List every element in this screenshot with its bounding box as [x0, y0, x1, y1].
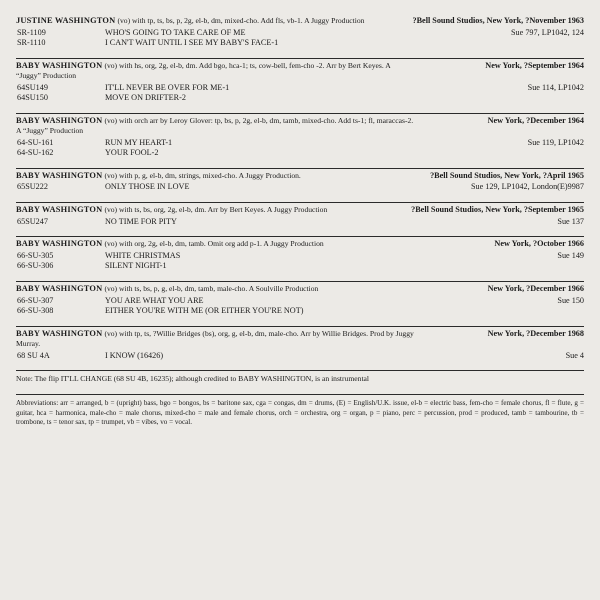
- matrix-number: 64-SU-162: [17, 148, 54, 158]
- table-row: [16, 251, 584, 262]
- session-header: [16, 281, 584, 295]
- track-title: WHO'S GOING TO TAKE CARE OF ME: [105, 27, 246, 37]
- matrix-number: 66-SU-305: [17, 250, 54, 260]
- flip-side-note: Note: The flip IT'LL CHANGE (68 SU 4B, 16235); although credited to BABY WASHINGTON, is an instrumental: [16, 370, 584, 384]
- issue-number: [434, 261, 584, 272]
- artist-name: BABY WASHINGTON: [16, 239, 103, 249]
- table-row: [16, 217, 584, 228]
- artist-credit: [16, 329, 416, 350]
- session-header: [16, 236, 584, 250]
- matrix-number: 64-SU-161: [17, 137, 54, 147]
- issue-number: Sue 797, LP1042, 124: [510, 27, 584, 37]
- issue-number: [434, 148, 584, 159]
- issue-number: Sue 4: [565, 350, 584, 360]
- session-header: [16, 168, 584, 182]
- session-personnel: (vo) with ts, bs, p, g, el-b, dm, tamb, male-cho. A Soulville Production: [104, 284, 319, 294]
- session-entry: [16, 326, 584, 361]
- session-location-date: ?Bell Sound Studios, New York, ?September 1965: [411, 205, 584, 215]
- matrix-number: 66-SU-308: [17, 306, 54, 316]
- track-table: [16, 251, 584, 272]
- artist-name: BABY WASHINGTON: [16, 60, 103, 70]
- matrix-number: SR-1109: [17, 27, 46, 37]
- table-row: [16, 296, 584, 307]
- track-title: MOVE ON DRIFTER-2: [105, 93, 186, 103]
- artist-credit: [16, 116, 416, 137]
- matrix-number: SR-1110: [17, 38, 46, 48]
- session-personnel: (vo) with orch arr by Leroy Glover: tp, bs, p, 2g, el-b, dm, tamb, mixed-cho. Add ts-1; fl, maraccas-2. A “Juggy” Production: [16, 115, 414, 136]
- table-row: [16, 28, 584, 39]
- issue-number: Sue 129, LP1042, London(E)9987: [470, 182, 584, 192]
- session-personnel: (vo) with hs, org, 2g, el-b, dm. Add bgo, hca-1; ts, cow-bell, fem-cho -2. Arr by Bert Keyes. A “Juggy” Production: [16, 60, 391, 81]
- issue-number: [434, 306, 584, 317]
- table-row: [16, 306, 584, 317]
- session-header: [16, 58, 584, 82]
- matrix-number: 66-SU-307: [17, 295, 54, 305]
- session-personnel: (vo) with ts, bs, org, 2g, el-b, dm. Arr by Bert Keyes. A Juggy Production: [104, 205, 328, 215]
- session-entry: [16, 202, 584, 227]
- table-row: [16, 261, 584, 272]
- table-row: [16, 351, 584, 362]
- session-header: [16, 14, 584, 27]
- artist-credit: [16, 16, 364, 27]
- issue-number: Sue 137: [557, 216, 584, 226]
- session-personnel: (vo) with tp, ts, bs, p, 2g, el-b, dm, mixed-cho. Add fls, vb-1. A Juggy Production: [117, 16, 365, 25]
- issue-number: Sue 119, LP1042: [527, 137, 584, 147]
- issue-number: Sue 114, LP1042: [527, 82, 584, 92]
- issue-number: Sue 150: [557, 295, 584, 305]
- session-entry: [16, 58, 584, 104]
- artist-name: BABY WASHINGTON: [16, 170, 103, 180]
- table-row: [16, 83, 584, 94]
- session-entry: [16, 168, 584, 193]
- track-title: YOUR FOOL-2: [105, 148, 159, 158]
- table-row: [16, 182, 584, 193]
- track-table: [16, 28, 584, 49]
- issue-number: [434, 38, 584, 49]
- track-title: SILENT NIGHT-1: [105, 261, 167, 271]
- track-title: ONLY THOSE IN LOVE: [105, 182, 190, 192]
- artist-credit: [16, 205, 327, 216]
- session-location-date: ?Bell Sound Studios, New York, ?April 1965: [430, 170, 584, 180]
- matrix-number: 64SU150: [17, 93, 48, 103]
- matrix-number: 65SU247: [17, 216, 48, 226]
- track-title: RUN MY HEART-1: [105, 137, 173, 147]
- session-personnel: (vo) with org, 2g, el-b, dm, tamb. Omit org add p-1. A Juggy Production: [104, 239, 324, 249]
- track-table: [16, 351, 584, 362]
- track-title: WHITE CHRISTMAS: [105, 250, 181, 260]
- artist-name: BABY WASHINGTON: [16, 205, 103, 215]
- session-header: [16, 202, 584, 216]
- issue-number: [434, 93, 584, 104]
- artist-credit: [16, 239, 324, 250]
- session-location-date: New York, ?September 1964: [485, 60, 584, 70]
- artist-name: BABY WASHINGTON: [16, 115, 103, 125]
- session-location-date: New York, ?December 1964: [487, 115, 584, 125]
- track-table: [16, 138, 584, 159]
- discography-listing: [16, 14, 584, 428]
- session-location-date: ?Bell Sound Studios, New York, ?November 1963: [412, 16, 584, 25]
- track-title: IT'LL NEVER BE OVER FOR ME-1: [105, 82, 230, 92]
- artist-name: JUSTINE WASHINGTON: [16, 16, 116, 25]
- matrix-number: 65SU222: [17, 182, 48, 192]
- issue-number: Sue 149: [557, 250, 584, 260]
- session-location-date: New York, ?December 1968: [487, 328, 584, 338]
- table-row: [16, 138, 584, 149]
- track-title: NO TIME FOR PITY: [105, 216, 177, 226]
- session-header: [16, 113, 584, 137]
- track-table: [16, 83, 584, 104]
- table-row: [16, 93, 584, 104]
- track-table: [16, 217, 584, 228]
- session-header: [16, 326, 584, 350]
- session-entry: [16, 113, 584, 159]
- matrix-number: 68 SU 4A: [17, 350, 50, 360]
- session-entry: [16, 281, 584, 317]
- matrix-number: 66-SU-306: [17, 261, 54, 271]
- session-location-date: New York, ?December 1966: [487, 284, 584, 294]
- session-entry: [16, 14, 584, 49]
- session-entry: [16, 236, 584, 272]
- abbreviations-key: Abbreviations: arr = arranged, b = (upright) bass, bgo = bongos, bs = baritone sax, cga = congas, dm = drums, (E) = English/U.K. issue, el-b = electric bass, fem-cho = female chorus, fl = flute, g = guitar, hca = harmonica, male-cho = male chorus, mixed-cho = male and female chorus, orch = orchestra, org = organ, p = piano, perc = percussion, prod = produced, tamb = tambourine, tb = trombone, ts = tenor sax, tp = trumpet, vb = vibes, vo = vocal.: [16, 394, 584, 428]
- session-personnel: (vo) with p, g, el-b, dm, strings, mixed-cho. A Juggy Production.: [104, 170, 301, 180]
- track-table: [16, 182, 584, 193]
- matrix-number: 64SU149: [17, 82, 48, 92]
- table-row: [16, 38, 584, 49]
- track-title: I CAN'T WAIT UNTIL I SEE MY BABY'S FACE-1: [105, 38, 279, 48]
- track-title: I KNOW (16426): [105, 350, 164, 360]
- artist-credit: [16, 284, 318, 295]
- session-location-date: New York, ?October 1966: [494, 239, 584, 249]
- artist-credit: [16, 61, 416, 82]
- track-title: EITHER YOU'RE WITH ME (OR EITHER YOU'RE NOT): [105, 306, 304, 316]
- table-row: [16, 148, 584, 159]
- session-personnel: (vo) with tp, ts, ?Willie Bridges (bs), org, g, el-b, dm, male-cho. Arr by Willie Bridges. Prod by Juggy Murray.: [16, 328, 414, 349]
- artist-credit: [16, 171, 301, 182]
- artist-name: BABY WASHINGTON: [16, 284, 103, 294]
- artist-name: BABY WASHINGTON: [16, 328, 103, 338]
- track-title: YOU ARE WHAT YOU ARE: [105, 295, 204, 305]
- track-table: [16, 296, 584, 317]
